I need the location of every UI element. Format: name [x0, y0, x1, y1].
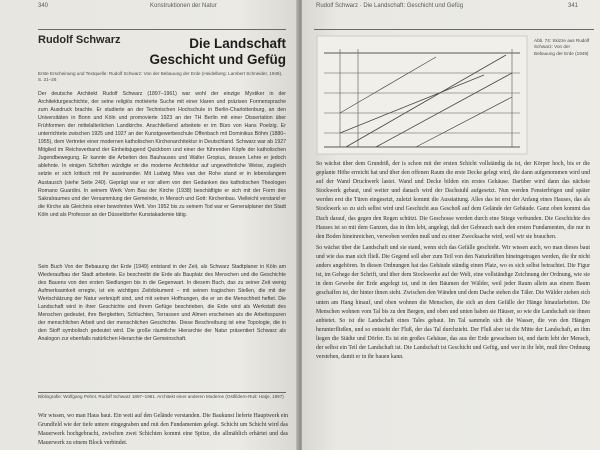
- right-page-number: 341: [567, 3, 578, 9]
- right-running-head: Rudolf Schwarz · Die Landschaft: Geschicht und Gefüg: [316, 3, 464, 9]
- figure-caption: Abb. 74: Skizze aus Rudolf Schwarz: Von der Bebauung der Erde (1949): [534, 38, 590, 56]
- intro-paragraph-1: Der deutsche Architekt Rudolf Schwarz (1897–1961) war wohl der einzige Mystiker in der Architekturgeschichte, der seine religiös motivierte Suche mit einer klaren und präzisen Formensprache zum Ausdruck brachte. Er studierte an der Technischen Hochschule in Berlin-Charlottenburg, an den Universitäten in Bonn und Köln und promovierte 1923 an der TH Berlin mit einer Dissertation über Frühformen der mittelalterlichen Landkirche. Anschließend arbeitete er im Büro von Hans Poelzig. Er unterrichtete zwischen 1925 und 1927 an der Kunstgewerbeschule Offenbach mit Dominikus Böhm (1880–1955), dem Vertreter einer modernen katholischen Kirchenarchitektur in Deutschland. Schwarz war ab 1927 Mitglied im Reichsverband der Einheitsjugend Quickborn und einer der führenden Köpfe der katholischen Jugendbewegung. Er kannte die Arbeiten des Bauhauses und Walter Gropius, dessen Lehre er jedoch ablehnte. In einigen Schriften würdigte er die moderne Architektur auf ungewöhnliche Weise, zugleich setzte er sich kritisch mit ihr auseinander. Mit Ludwig Mies van der Rohe stand er in lebenslangem Austausch (siehe Seite 240). Geprägt war er vor allem von den Gedanken des katholischen Theologen Romano Guardini. In seinem Werk Vom Bau der Kirche (1938) beschäftigte er sich mit der Form des Sakralraumes und der Versammlung der Gemeinde, in Mensch und Gott: Kirchenbau. Vielleicht verstand er die Kirche als Gleichnis einer bewohnten Welt. Von 1952 bis zu seinem Tod war er Generalplaner der Stadt Köln und als Professor an der Düsseldorfer Kunstakademie tätig.: [38, 91, 286, 218]
- right-paragraph-2: So wächst über die Landschaft und sie stand, wenn sich das Gefälle geschieht. Wir wissen auch, wo man dieses baut und wie das man sich fließ. Die Gegend soll aber zum Teil von den Naturkräften hineingetragen werden, die ihr nicht anders angehören. In diesen Ordnungen hat das Gebäude ständig einen Platz, wo es sich selbst betrachtet. Die Figur ist, im Gehege der Schrift, und über dem Stockwerke auf der Welt, eine vollständige Zeichnung der Ordnung, wie sie in dem Gewebe der Erde angelegt ist, und in den Bäumen der Wälder, weil jeder Raum allein aus einem Baum geschaffen ist, der hinter ihnen steht. Zwischen den Wänden und dem Dache stehen die Täler. Die Wälder ziehen sich unten am Hang hinauf, und oben wohnen die Menschen, die sich an dem Gefälle der Hänge hinaufarbeiten. Die Menschen wohnen vom Tal bis zu den Bergen, und oben und unten haben sie Häuser, so wie die Landschaft sie ihnen anbietet. So ist die Landschaft eines Tales gebaut. Im Tal sammeln sich die Wasser, die von den Hängen herunterfließen, und so entsteht der Fluß, der das Tal durchzieht. Der Fluß aber ist die Mitte der Landschaft, an ihm liegen die Städte und Dörfer. Es ist ein großes Gehäuse, das aus der Erde gewachsen ist, und darin lebt der Mensch, der selbst ein Teil der Landschaft ist. Die Landschaft ist Geschicht und Gefüg, und wer in ihr lebt, muß ihre Ordnung verstehen, damit er in ihr bauen kann.: [316, 245, 590, 361]
- right-page: [302, 0, 600, 450]
- chapter-title-line1: Die Landschaft: [189, 36, 286, 51]
- building-layers-sketch: [316, 35, 528, 155]
- chapter-title-line2: Geschicht und Gefüg: [149, 52, 286, 67]
- main-text-start: Wir wissen, wo man Haus baut. Ein weit auf den Gelände verstanden. Die Baukunst lieferte Hauptwerk ein Grundfeld wie der tiefe untere eingegraben und mit den Fundamenten gelegt. Schicht um Schicht wird das Mauerwerk hochgebracht, zwischen zwei Schichten kommt eine Spitze, die allmählich erhärtet und das Mauerwerk zu einem Block verbindet.: [38, 413, 288, 447]
- bibliography-note: Bibliografie: Wolfgang Pehnt, Rudolf Schwarz 1897–1961. Architekt einer anderen Moderne (Ostfildern-Ruit: Hatje, 1997): [38, 394, 284, 399]
- author-name: Rudolf Schwarz: [38, 34, 121, 46]
- right-paragraph-1: So wächst über dem Grundriß, der is schon mit der ersten Schicht vollständig da ist, der Körper hoch, bis er die geplante Höhe erreicht hat und über den offenen Raum die erste Decke gelegt wird, die dann aufgenommen wird und auf der Wand Druckwerk lastet. Wand und Decke bilden ein erstes Gehäuse. Darüber wird dann das nächste Stockwerk gebaut, und weiter und danach wird der Dachstuhl aufgesetzt. Nun werden Fensterbögen und später werden erst die Türen eingesetzt, zuletzt kommt die Ausstattung. Alles das ist erst der Anfang eines Hauses, das als Stockwerk so zu sich selbst wird und Geschicht aus Geschoß auf dem Gelände der Gebäude. Ganz oben kommt das Dach darauf, das gegen den Regen schützt. Die Geschosse werden durch eine Stiege verbunden. Die Geschichte des Hauses ist so mit dem Ganzen, das in ihm lebt, angelegt, daß der Gebrauch nach den ersten Fundamenten, die nur in den Boden hineinreichen, verwoben werden muß und zu einer Zwecksache wird, weil wir sie brauchen.: [316, 161, 590, 240]
- intro-paragraph-2: Sein Buch Von der Bebauung der Erde (1949) entstand in der Zeit, als Schwarz Stadtplaner in Köln am Wiederaufbau der Stadt arbeitete. Es beschreibt die Erde als Bauplatz des Menschen und die Geschichte des Bauens von den ersten Siedlungen bis in die Gegenwart. In diesem Buch, das zu seiner Zeit wenig Aufmerksamkeit erregte, ist ein wichtiges Zeitdokument – mit seinen tragischen Stellen, die mit der Wertschätzung der Natur verknüpft sind, und mit seinen Hoffnungen, die er an die Menschheit heftet. Die Landschaft wird in ihrer Geschichte und ihrem Gefüge beschrieben, die Erde wird als Werkstatt des Menschen gedeutet, ihre Bergketten, Schluchten, Terrassen und Almen erscheinen als die Arbeitsspuren der menschlichen Arbeit und der menschlichen Geschichte. Diese Beschreibung ist eine Topologie, die in den Stoff symbolisch gedeutet wird. Die große räumliche Hierarchie der Natur präsentiert Schwarz als Analogon zur ebenfalls natürlichen Hierarchie der Gemeinschaft.: [38, 264, 286, 343]
- left-page-number: 340: [38, 3, 49, 9]
- bibliography-rule: [38, 392, 286, 393]
- header-rule: [38, 29, 286, 30]
- right-header-rule: [314, 29, 594, 30]
- source-note: Erste Erscheinung und Textquelle: Rudolf Schwarz: Von der Bebauung der Erde (Heidelberg: Lambert Schneider, 1949), S. 21–26: [38, 71, 283, 83]
- left-page: [0, 0, 298, 450]
- left-running-head: Konstruktionen der Natur: [150, 3, 217, 9]
